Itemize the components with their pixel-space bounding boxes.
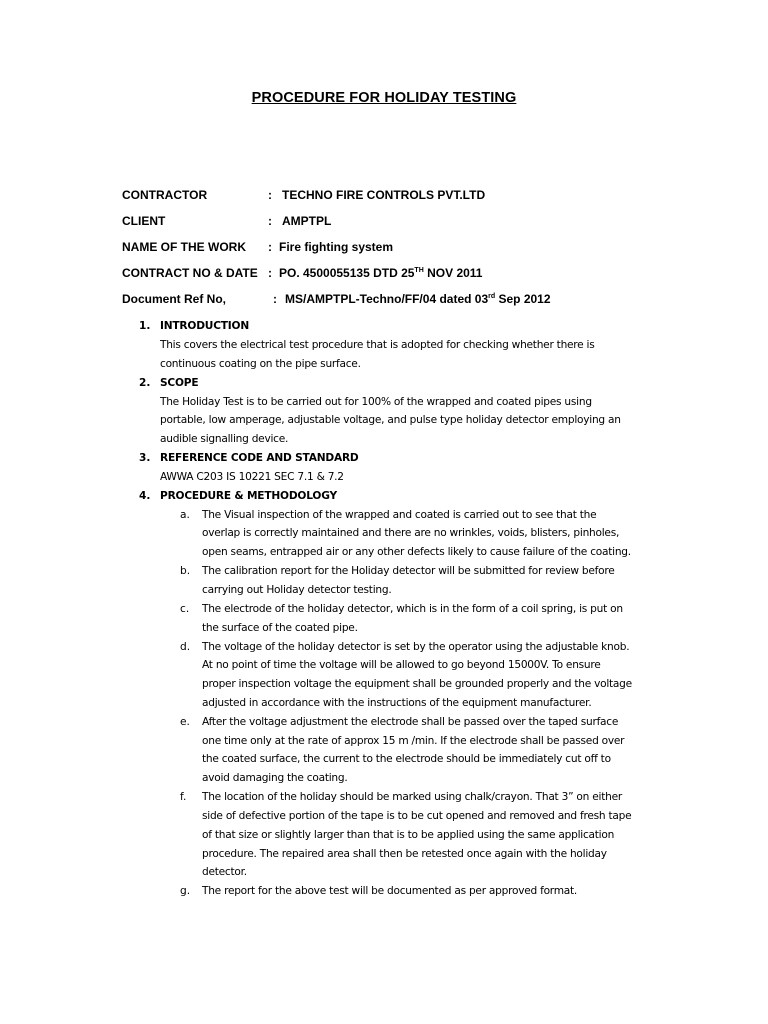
item-text-line: The Visual inspection of the wrapped and coated is carried out to see that the: [202, 509, 597, 521]
item-text-line: The location of the holiday should be marked using chalk/crayon. That 3” on either: [202, 791, 622, 803]
section-number: 1.: [139, 320, 151, 332]
header-value: [285, 292, 551, 306]
section-text-line: audible signalling device.: [160, 433, 289, 445]
item-text-line: The voltage of the holiday detector is set by the operator using the adjustable knob.: [202, 641, 630, 653]
section-text-line: portable, low amperage, adjustable voltage, and pulse type holiday detector employing an: [160, 414, 621, 426]
header-label: CONTRACTOR: [122, 188, 208, 202]
header-value: Fire fighting system: [279, 240, 394, 254]
header-label: CLIENT: [122, 214, 166, 228]
section-heading-reference: REFERENCE CODE AND STANDARD: [160, 452, 359, 464]
section-number: 4.: [139, 490, 151, 502]
item-letter: d.: [180, 641, 191, 653]
item-text-line: After the voltage adjustment the electrode shall be passed over the taped surface: [202, 716, 619, 728]
section-text-line: AWWA C203 IS 10221 SEC 7.1 & 7.2: [160, 471, 344, 483]
item-text-line: the coated surface, the current to the electrode should be immediately cut off to: [202, 753, 611, 765]
section-text-line: The Holiday Test is to be carried out for 100% of the wrapped and coated pipes using: [160, 396, 592, 408]
item-letter: f.: [180, 791, 187, 803]
item-letter: e.: [180, 716, 190, 728]
item-text-line: of that size or slightly larger than that is to be applied using the same application: [202, 829, 615, 841]
section-heading-introduction: INTRODUCTION: [160, 320, 250, 332]
item-text-line: adjusted in accordance with the instructions of the equipment manufacturer.: [202, 697, 592, 709]
section-text-line: continuous coating on the pipe surface.: [160, 358, 361, 370]
header-value-text: Sep 2012: [495, 292, 551, 306]
header-colon: :: [268, 188, 272, 202]
item-text-line: The electrode of the holiday detector, which is in the form of a coil spring, is put on: [202, 603, 623, 615]
header-colon: :: [273, 292, 277, 306]
item-text-line: procedure. The repaired area shall then be retested once again with the holiday: [202, 848, 607, 860]
item-text-line: carrying out Holiday detector testing.: [202, 584, 392, 596]
header-colon: :: [268, 266, 272, 280]
header-value: [279, 266, 482, 280]
header-value-text: MS/AMPTPL-Techno/FF/04 dated 03: [285, 292, 489, 306]
header-label: NAME OF THE WORK: [122, 240, 246, 254]
item-text-line: avoid damaging the coating.: [202, 772, 348, 784]
header-colon: :: [268, 240, 272, 254]
item-text-line: The report for the above test will be documented as per approved format.: [202, 885, 578, 897]
item-text-line: one time only at the rate of approx 15 m /min. If the electrode shall be passed over: [202, 735, 625, 747]
item-letter: b.: [180, 565, 191, 577]
section-text-line: This covers the electrical test procedure that is adopted for checking whether there is: [160, 339, 595, 351]
item-text-line: detector.: [202, 866, 247, 878]
header-value-sup: TH: [414, 267, 424, 274]
header-value: AMPTPL: [282, 214, 332, 228]
item-text-line: At no point of time the voltage will be allowed to go beyond 15000V. To ensure: [202, 659, 601, 671]
section-heading-scope: SCOPE: [160, 377, 199, 389]
header-value-text: NOV 2011: [423, 266, 483, 280]
section-heading-procedure: PROCEDURE & METHODOLOGY: [160, 490, 337, 502]
item-text-line: side of defective portion of the tape is to be cut opened and removed and fresh tape: [202, 810, 632, 822]
item-letter: a.: [180, 509, 190, 521]
header-value-sup: rd: [488, 293, 496, 300]
item-text-line: the surface of the coated pipe.: [202, 622, 358, 634]
header-label: CONTRACT NO & DATE: [122, 266, 258, 280]
section-number: 3.: [139, 452, 151, 464]
item-text-line: proper inspection voltage the equipment shall be grounded properly and the voltage: [202, 678, 632, 690]
header-colon: :: [268, 214, 272, 228]
document-title: PROCEDURE FOR HOLIDAY TESTING: [251, 90, 517, 106]
header-label: Document Ref No,: [122, 292, 227, 306]
header-value: TECHNO FIRE CONTROLS PVT.LTD: [282, 188, 486, 202]
section-number: 2.: [139, 377, 151, 389]
item-text-line: overlap is correctly maintained and there are no wrinkles, voids, blisters, pinholes,: [202, 527, 620, 539]
item-text-line: The calibration report for the Holiday detector will be submitted for review before: [202, 565, 615, 577]
item-letter: c.: [180, 603, 190, 615]
item-letter: g.: [180, 885, 191, 897]
header-value-text: PO. 4500055135 DTD 25: [279, 266, 415, 280]
item-text-line: open seams, entrapped air or any other defects likely to cause failure of the coating.: [202, 546, 631, 558]
